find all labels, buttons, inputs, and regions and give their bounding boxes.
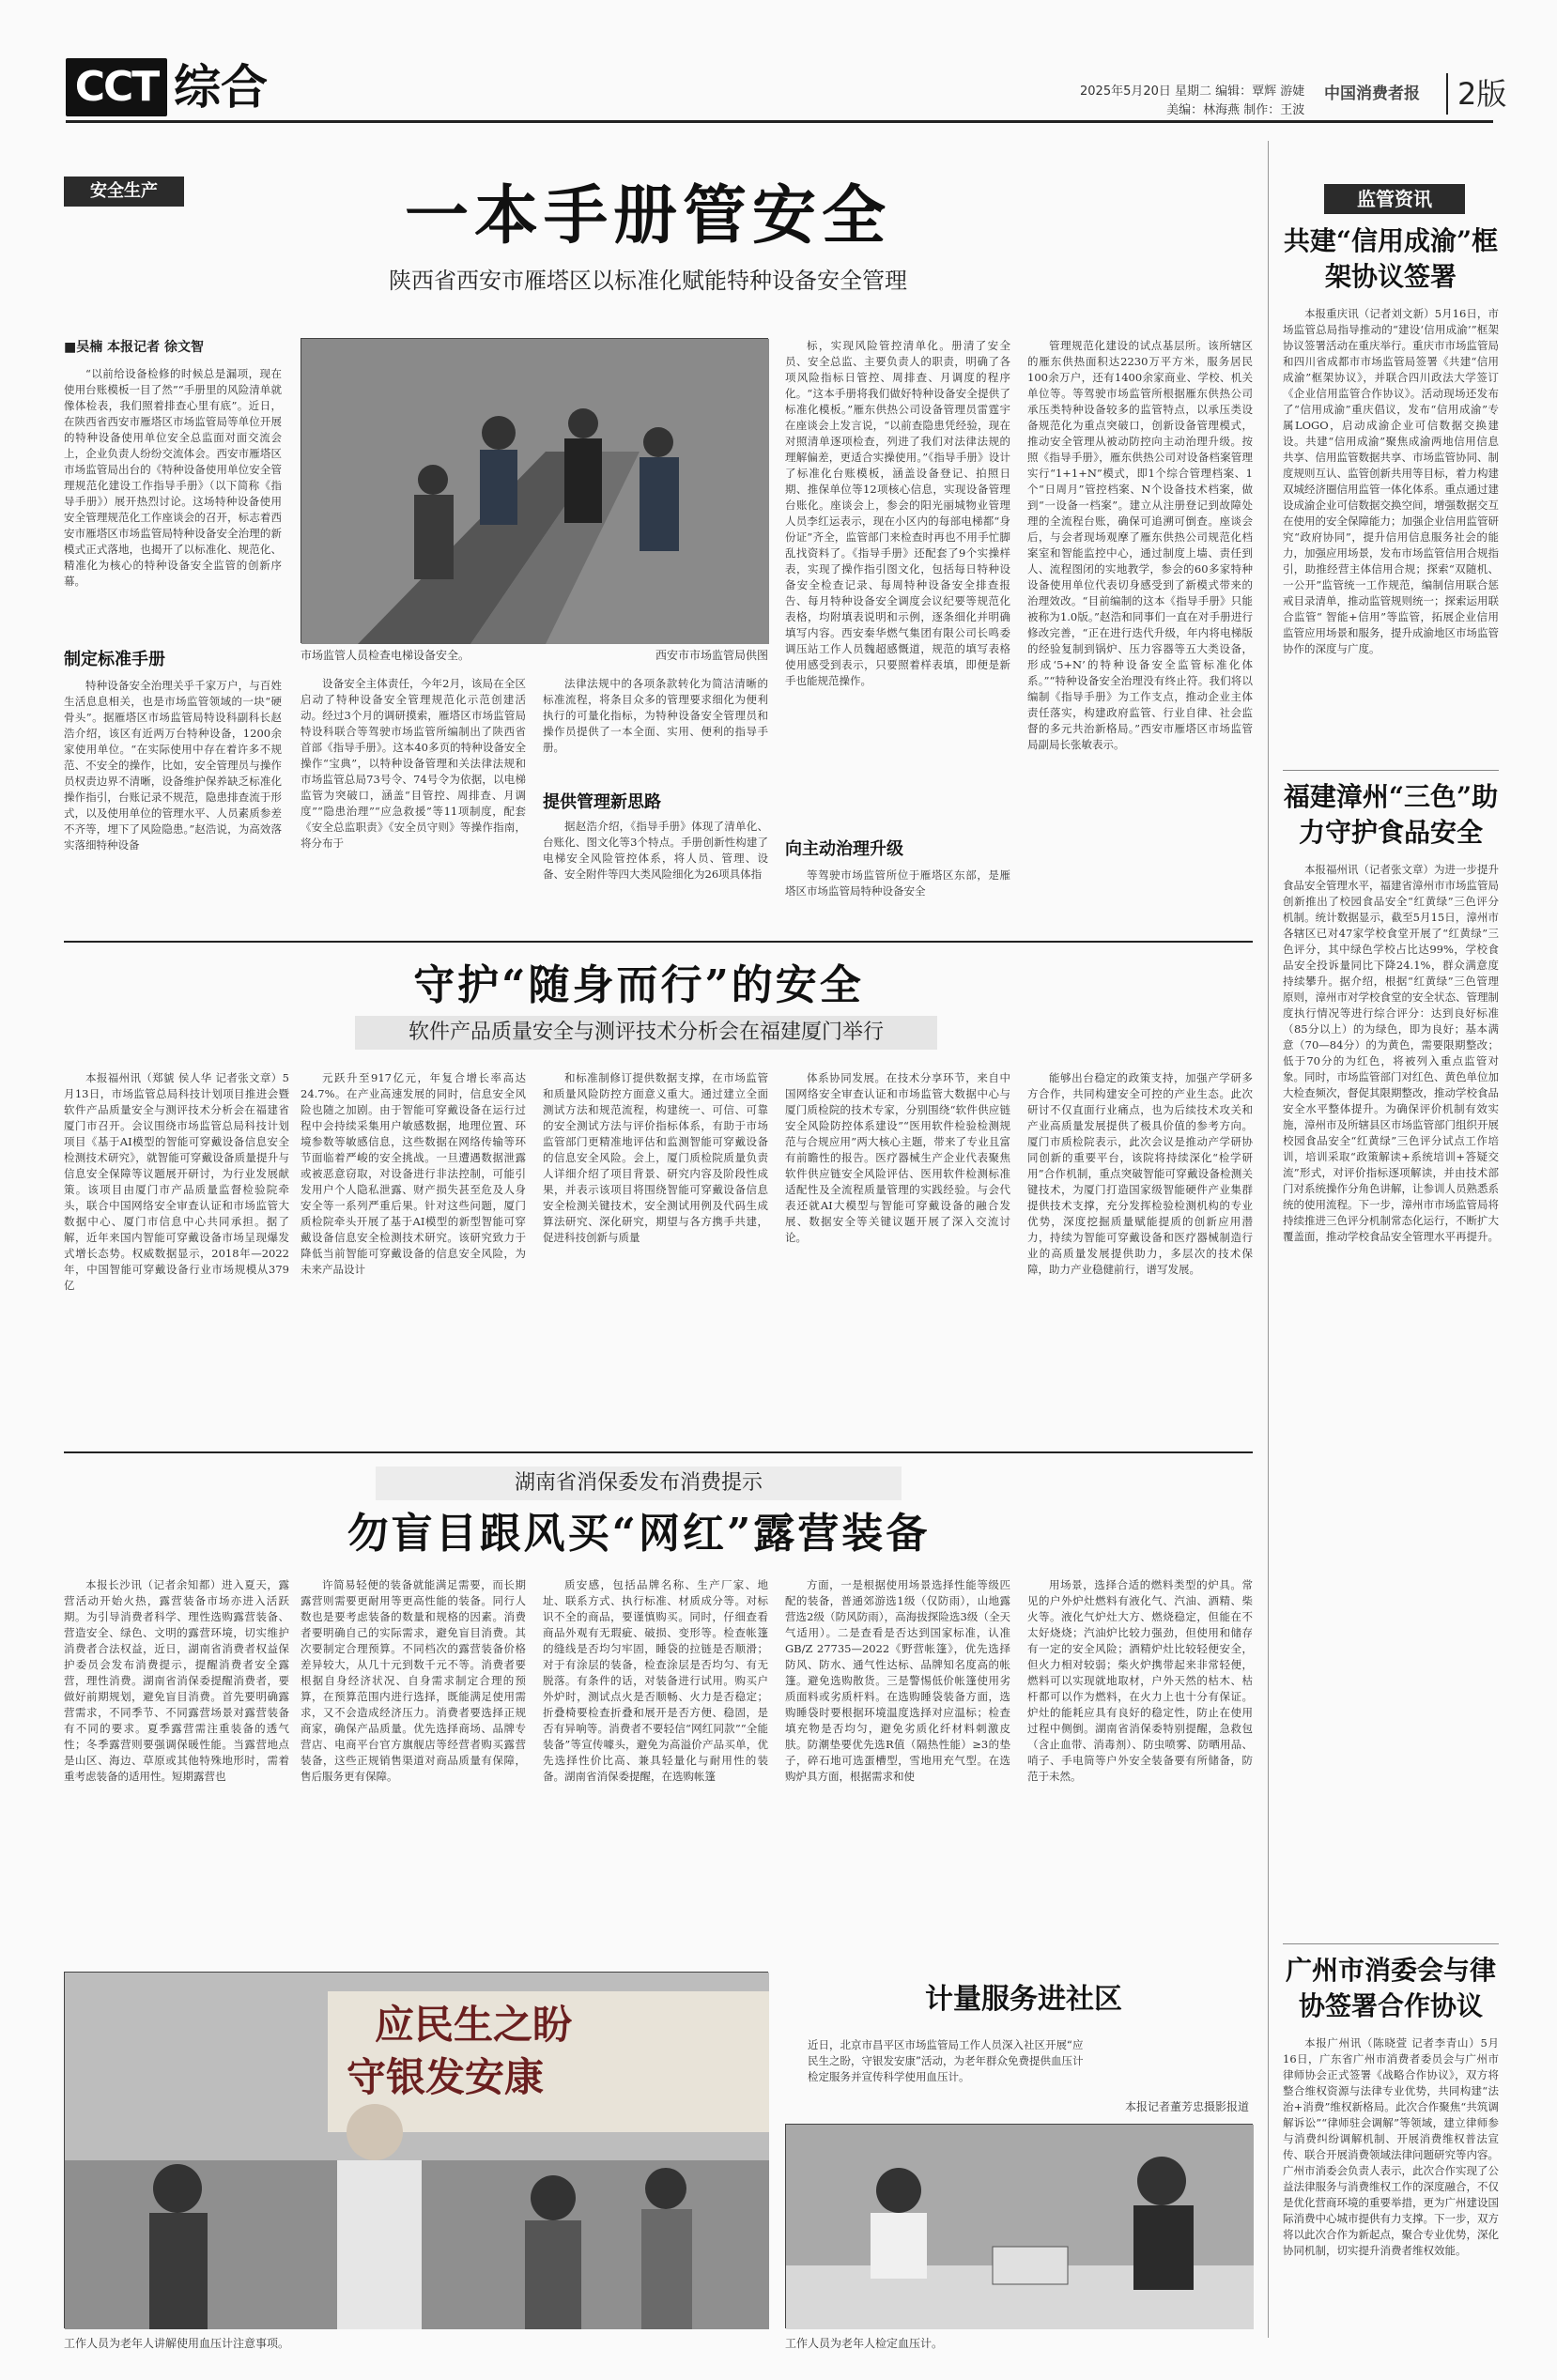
article-col: 和标准制修订提供数据支撑，在市场监管和质量风险防控方面意义重大。通过建立全面测试方法和规范流程，构建统一、可信、可靠的安全测试方法与评价指标体系，有助于市场监管部门更精准地评估和监测智能可穿戴设备的信息安全风险。会上，厦门质检院质量负责人详细介绍了项目背景、研究内容及阶段性成果，并表示该项目将围绕智能可穿戴设备信息安全检测关键技术，安全测试用例及代码生成算法研究、深化研究，期望与各方携手共建，促进科技创新与质量 (543, 1071, 768, 1244)
sidebar-title: 共建“信用成渝”框架协议签署 (1283, 225, 1499, 292)
headline: 一本手册管安全 (404, 178, 891, 253)
photo-caption: 工作人员为老年人讲解使用血压计注意事项。 (64, 2337, 290, 2350)
byline: ■吴楠 本报记者 徐文智 (64, 340, 204, 355)
photo-story-caption: 近日，北京市昌平区市场监管局工作人员深入社区开展“应民生之盼，守银发安康”活动，为老年群众免费提供血压计检定服务并宣传科学使用血压计。 (808, 2038, 1084, 2083)
divider (64, 941, 1253, 943)
article-col: “以前给设备检修的时候总是漏项，现在使用台账模板一目了然”“手册里的风险清单就像体检表，我们照着排查心里有底”。近日，在陕西省西安市雁塔区市场监管局等单位开展的特种设备使用单位安全总监面对面交流会上，企业负责人纷纷交流体会。西安市雁塔区市场监管局出台的《特种设备使用单位安全管理规范化建设工作指导手册》（以下简称《指导手册》）展开热烈讨论。这场特种设备使用安全管理规范化工作座谈会的召开，标志着西安市雁塔区市场监管局特种设备安全治理的新模式正式落地，也揭开了以标准化、规范化、精准化为核心的特种设备安全监管的创新序幕。 (64, 367, 282, 588)
elevator-inspection-photo (301, 338, 768, 643)
staff-line: 美编：林海燕 制作：王波 (1166, 103, 1305, 117)
divider (64, 1451, 1253, 1453)
logo: CCT (66, 58, 167, 116)
sidebar-tag: 监管资讯 (1324, 184, 1465, 214)
article-col: 质安感，包括品牌名称、生产厂家、地址、联系方式、执行标准、材质成分等。对标识不全的商品，要谨慎购买。同时，仔细查看商品外观有无瑕疵、破损、变形等。检查帐篷的缝线是否均匀牢固，睡袋的拉链是否顺滑；对于有涂层的装备，检查涂层是否均匀、有无脱落。有条件的话，对装备进行试用。购买户外炉时，测试点火是否顺畅、火力是否稳定；折叠椅要检查折叠和展开是否方便、稳固，是否有异响等。消费者不要轻信“网红同款”“全能装备”等宣传噱头，避免为高溢价产品买单，优先选择性价比高、兼具轻量化与耐用性的装备。湖南省消保委提醒，在选购帐篷 (543, 1578, 768, 1783)
article-col: 许简易轻便的装备就能满足需要，而长期露营则需要更耐用等更高性能的装备。同行人数也是要考虑装备的数量和规格的因素。消费者要明确自己的实际需求，避免盲目消费。其次要制定合理预算。不同档次的露营装备价格差异较大，从几十元到数千元不等。消费者要根据自身经济状况、自身需求制定合理的预算，在预算范围内进行选择，既能满足使用需求，又不会造成经济压力。消费者要选择正规商家，确保产品质量。优先选择商场、品牌专营店、电商平台官方旗舰店等经营者购买露营装备，这些正规销售渠道对商品质量有保障，售后服务更有保障。 (301, 1578, 526, 1783)
sidebar-title: 福建漳州“三色”助力守护食品安全 (1283, 781, 1499, 848)
section-title: 综合 (174, 60, 268, 115)
column-tag: 安全生产 (64, 177, 184, 207)
photo-credit: 本报记者董芳忠摄影报道 (1124, 2100, 1249, 2113)
photo-credit: 西安市市场监管局供图 (655, 649, 768, 662)
subheadline: 软件产品质量安全与测评技术分析会在福建厦门举行 (355, 1016, 937, 1050)
photo-caption: 市场监管人员检查电梯设备安全。 (301, 649, 470, 662)
masthead (0, 0, 1557, 141)
page-number: 2版 (1446, 73, 1506, 115)
divider (1283, 1943, 1499, 1944)
calibration-photo (785, 2124, 1253, 2328)
header-rule (66, 120, 1493, 123)
article-col: 能够出台稳定的政策支持，加强产学研多方合作，共同构建安全可控的产业生态。此次研讨不仅直面行业痛点，也为后续技术攻关和产业高质量发展提供了极具价值的参考方向。厦门市质检院表示，此次会议是推动产学研协同创新的重要平台，该院将持续深化“检学研用”合作机制，重点突破智能可穿戴设备检测关键技术，为厦门打造国家级智能硬件产业集群提供技术支撑，充分发挥检验检测机构的专业优势，深度挖掘质量赋能提质的创新应用潜力，持续为智能可穿戴设备和医疗器械制造行业的高质量发展提供助力，多层次的技术保障，助力产业稳健前行，谱写发展。 (1027, 1071, 1253, 1276)
event-banner-text: 守银发安康 (347, 2054, 545, 2100)
article-col: 本报福州讯（郑䝞 侯人华 记者张文章）5月13日，市场监管总局科技计划项目推进会暨软件产品质量安全与测评技术分析会在福建省厦门市召开。会议围绕市场监管总局科技计划项目《基于AI模型的智能可穿戴设备信息安全检测技术研究》，就智能可穿戴设备质量提升与信息安全保障等议题展开研讨，为行业发展献策。该项目由厦门市产品质量监督检验院牵头，联合中国网络安全审查认证和市场监管大数据中心、厦门市信息中心共同承担。据了解，近年来国内智能可穿戴设备市场呈现爆发式增长态势。权威数据显示，2018年—2022年，中国智能可穿戴设备行业市场规模从379亿 (64, 1071, 289, 1292)
sidebar-article: 本报广州讯（陈晓萱 记者李青山）5月16日，广东省广州市消费者委员会与广州市律师协会正式签署《战略合作协议》，双方将整合维权资源与法律专业优势，共同构建“法治+消费”维权新格局。此次合作聚焦“共筑调解诉讼”“律师驻会调解”等领域，建立律师参与消费纠纷调解机制、开展消费维权普法宣传、联合开展消费领域法律问题研究等内容。广州市消委会负责人表示，此次合作实现了公益法律服务与消费维权工作的深度融合，不仅是优化营商环境的重要举措，更为广州建设国际消费中心城市提供有力支撑。下一步，双方将以此次合作为新起点，聚合专业优势，深化协同机制，切实提升消费者维权效能。 (1283, 2036, 1499, 2257)
article-col: 据赵浩介绍，《指导手册》体现了清单化、台账化、图文化等3个特点。手册创新性构建了电梯安全风险管控体系，将人员、管理、设备、安全附件等四大类风险细化为26项具体指 (543, 820, 768, 881)
sidebar-article: 本报福州讯（记者张文章）为进一步提升食品安全管理水平，福建省漳州市市场监管局创新推出了校园食品安全“红黄绿”三色评分机制。统计数据显示，截至5月15日，漳州市各辖区已对47家学校食堂开展了“红黄绿”三色评分，其中绿色学校占比达99%，学校食品安全投诉量同比下降24.1%，群众满意度持续攀升。据介绍，根据“红黄绿”三色管理原则，漳州市对学校食堂的安全状态、管理制度执行情况等进行综合评分：达到良好标准（85分以上）的为绿色，即为良好；基本满意（70—84分）的为黄色，需要限期整改；低于70分的为红色，将被列入重点监管对象。同时，市场监管部门对红色、黄色单位加大检查频次，督促其限期整改，推动学校食品安全水平整体提升。为确保评价机制有效实施，漳州市及所辖县区市场监管部门组织开展校园食品安全“红黄绿”三色评分试点工作培训，培训采取“政策解读+系统培训+答疑交流”形式，对评价指标逐项解读，并由技术部门对系统操作分角色讲解，让参训人员熟悉系统的使用流程。下一步，漳州市市场监管局将持续推进三色评分机制常态化运行，不断扩大覆盖面，推动学校食品安全管理水平再提升。 (1283, 863, 1499, 1243)
article-col: 元跃升至917亿元，年复合增长率高达24.7%。在产业高速发展的同时，信息安全风险也随之加剧。由于智能可穿戴设备在运行过程中会持续采集用户敏感数据，地理位置、环境参数等敏感信息，这些数据在网络传输等环节面临着严峻的安全挑战。一旦遭遇数据泄露或被恶意窃取，对设备进行非法控制，可能引发用户个人隐私泄露、财产损失甚至危及人身安全等一系列严重后果。针对这些问题，厦门质检院牵头开展了基于AI模型的新型智能可穿戴设备信息安全检测技术研究。该研究致力于降低当前智能可穿戴设备的信息安全风险，为未来产品设计 (301, 1071, 526, 1276)
date-line: 2025年5月20日 星期二 编辑：覃辉 游婕 (1080, 84, 1305, 99)
photo-illustration (786, 2125, 1254, 2329)
article-col: 管理规范化建设的试点基层所。该所辖区的雁东供热面积达2230万平方米，服务居民100余万户，还有1400余家商业、学校、机关单位等。等驾驶市场监管所根据雁东供热公司承压类特种设备较多的监管特点，以承压类设备规范化为重点突破口，创新设备管理模式，推动安全管理从被动防控向主动治理升级。按照《指导手册》，雁东供热公司对设备档案管理实行“1+1+N”模式，即1个综合管理档案、1个“日周月”管控档案、N个设备技术档案，做到“一设备一档案”。建立从注册登记到故障处理的全流程台账，确保可追溯可倒查。座谈会后，与会者现场观摩了雁东供热公司规范化档案室和智能监控中心，通过制度上墙、责任到人、流程图闭的实地教学，参会的60多家特种设备使用单位代表切身感受到了新模式带来的治理效改。“目前编制的这本《指导手册》只能被称为1.0版。”赵浩和同事们一直在对手册进行修改完善，“正在进行迭代升级，年内将电梯版的经验复制到锅炉、压力容器等五大类设备，形成‘5+N’的特种设备安全监管标准化体系。”“特种设备安全治理没有终止符。我们将以编制《指导手册》为工作支点，推动企业主体责任落实，构建政府监管、行业自律、社会监督的多元共治新格局。”西安市雁塔区市场监管局副局长张敏表示。 (1027, 339, 1253, 751)
section-heading: 提供管理新思路 (543, 792, 661, 812)
headline: 勿盲目跟风买“网红”露营装备 (347, 1510, 931, 1558)
paper-name: 中国消费者报 (1324, 84, 1420, 103)
article-col: 本报长沙讯（记者余知都）进入夏天，露营活动开始火热，露营装备市场亦进入活跃期。为引导消费者科学、理性选购露营装备、营造安全、绿色、文明的露营环境，切实维护消费者合法权益，近日，湖南省消费者权益保护委员会发布消费提示，提醒消费者安全露营，理性消费。湖南省消保委提醒消费者，要做好前期规划，避免盲目消费。首先要明确露营需求，不同季节、不同露营场景对露营装备有不同的要求。夏季露营需注重装备的透气性；冬季露营则要强调保暖性能。当露营地点是山区、海边、草原或其他特殊地形时，需着重考虑装备的适用性。短期露营也 (64, 1578, 289, 1783)
section-heading: 制定标准手册 (64, 650, 165, 669)
date-editor-line (1080, 83, 1304, 120)
photo-illustration (301, 339, 769, 644)
article-col: 法律法规中的各项条款转化为简洁清晰的标准流程，将条目众多的管理要求细化为便利执行的可量化指标，为特种设备安全管理员和操作员提供了一本全面、实用、便利的指导手册。 (543, 677, 768, 754)
article-col: 标，实现风险管控清单化。册清了安全员、安全总监、主要负责人的职责，明确了各项风险指标日管控、周排查、月调度的程序化。“这本手册将我们做好特种设备安全提供了标准化模板。”雁东供热公司设备管理员雷霆宇在座谈会上发言说，“以前查隐患凭经验，现在对照清单逐项检查，列进了我们对法律法规的理解偏差，更适合实操使用。”《指导手册》设计了标准化台账模板，涵盖设备登记、拍照日期、推保单位等12项核心信息，实现设备管理台账化。座谈会上，参会的阳光丽城物业管理人员李红运表示，现在小区内的每部电梯都“身份证”齐全，监管部门来检查时再也不用手忙脚乱找资料了。《指导手册》还配套了9个实操样表，实现了操作指引图文化，包括每日特种设备安全检查记录、每周特种设备安全排查报告、每月特种设备安全调度会议纪要等规范化表格，均附填表说明和示例，逐条细化并明确填写内容。西安秦华燃气集团有限公司长鸣委调压站工作人员魏超感慨道，规范的填写表格使用感受到表示，只要照着样表填，即便是新手也能规范操作。 (785, 339, 1010, 687)
section-heading: 向主动治理升级 (785, 839, 903, 859)
sidebar-divider (1268, 141, 1269, 2338)
event-banner-text: 应民生之盼 (375, 2002, 573, 2048)
article-col: 等驾驶市场监管所位于雁塔区东部，是雁塔区市场监管局特种设备安全 (785, 868, 1010, 898)
community-service-photo (64, 1972, 768, 2328)
sidebar-title: 广州市消委会与律协签署合作协议 (1285, 1955, 1496, 2021)
article-col: 设备安全主体责任，今年2月，该局在全区启动了特种设备安全管理规范化示范创建活动。经过3个月的调研摸索，雁塔区市场监管局特设科联合等驾驶市场监管所编制出了陕西省首部《指导手册》。这本40多页的特种设备安全操作“宝典”，以特种设备管理和关法律法规和市场监管总局73号令、74号令为依据，以电梯监管为突破口，涵盖“目管控、周排查、月调度”“隐患治理”“应急救援”等11项制度，配套《安全总监职责》《安全员守则》等操作指南，将分布于 (301, 677, 526, 850)
subheadline: 陕西省西安市雁塔区以标准化赋能特种设备安全管理 (389, 268, 907, 294)
article-col: 方面，一是根据使用场景选择性能等级匹配的装备，普通郊游选1级（仅防雨），山地露营选2级（防风防雨），高海拔探险选3级（全天气适用）。二是查看是否达到国家标准，认准GB/Z 27735—2022《野营帐篷》，优先选择防风、防水、通气性达标、品牌知名度高的帐篷。避免选购散货。三是警惕低价帐篷使用劣质面料或劣质杆料。在选购睡袋装备方面，选购睡袋时要根据环境温度选择对应温标；检查填充物是否均匀，避免劣质化纤材料刺激皮肤。防潮垫要优先选R值（隔热性能）≥3的垫子，碎石地可选蛋槽型，雪地用充气型。在选购炉具方面，根据需求和使 (785, 1578, 1010, 1783)
photo-caption: 工作人员为老年人检定血压计。 (785, 2337, 944, 2350)
photo-story-title: 计量服务进社区 (925, 1983, 1122, 2016)
divider (1283, 770, 1499, 771)
article-col: 用场景，选择合适的燃料类型的炉具。常见的户外炉灶燃料有液化气、汽油、酒精、柴火等。液化气炉灶大方、燃烧稳定，但能在不太好烧烧；汽油炉比较力强劲，但使用和储存有一定的安全风险；酒精炉灶比较轻便安全，但火力相对较弱；柴火炉携带起来非常轻便，燃料可以实现就地取材，户外天然的枯木、枯杆都可以作为燃料，在火力上也十分有保证。炉灶的能耗应具有良好的稳定性，防止在使用过程中侧倒。湖南省消保委特别提醒，急救包（含止血带、消毒剂）、防虫喷雾、防晒用品、哨子、手电筒等户外安全装备要有所储备，防范于未然。 (1027, 1578, 1253, 1783)
sidebar-article: 本报重庆讯（记者刘文新）5月16日，市场监管总局指导推动的“建设‘信用成渝’”框架协议签署活动在重庆举行。重庆市市场监管局和四川省成都市市场监管局签署《共建“信用成渝”框架协议》，并联合四川政法大学签订《企业信用监管合作协议》。活动现场还发布了“信用成渝”重庆倡议，发布“信用成渝”专属LOGO，启动成渝企业可信数据交换建设。共建“信用成渝”聚焦成渝两地信用信息共享、信用监管数据共享、市场监管协同、制度规则互认、监管创新共用等目标，着力构建双城经济圈信用监管一体化体系。重点通过建设成渝企业可信数据交换空间，增强数据交互在使用的安全保障能力；加强企业信用监管研究“政府协同”，提升信用信息服务社会的能力，加强应用场景，发布市场监管信用合规指引，助推经营主体信用合规；探索“双随机、一公开”监管统一工作规范，编制信用联合惩戒目录清单，推动监管规则统一；探索运用联合监管“ 智能+信用”等监管，拓展企业信用监管应用场景和服务，提升成渝地区市场监管协作的深度与广度。 (1283, 307, 1499, 655)
article-col: 体系协同发展。在技术分享环节，来自中国网络安全审查认证和市场监管大数据中心与厦门质检院的技术专家，分别围绕“软件供应链安全风险防控体系建设”“医用软件检验检测规范与合规应用”两大核心主题，带来了专业且富有前瞻性的报告。医疗器械生产企业代表聚焦软件供应链安全风险评估、医用软件检测标准适配性及全流程质量管理的实践经验。与会代表还就AI大模型与智能可穿戴设备的融合发展、数据安全等关键议题开展了深入交流讨论。 (785, 1071, 1010, 1244)
headline: 守护“随身而行”的安全 (413, 961, 864, 1009)
banner: 湖南省消保委发布消费提示 (376, 1466, 902, 1500)
article-col: 特种设备安全治理关乎千家万户，与百姓生活息息相关，也是市场监管领域的一块“硬骨头”。据雁塔区市场监管局特设科副科长赵浩介绍，该区有近两万台特种设备，1200余家使用单位。“在实际使用中存在着许多不规范、不安全的操作，比如，安全管理员与操作员权责边界不清晰，设备维护保养缺乏标准化操作指引，台账记录不规范，隐患排查流于形式，以及使用单位的管理水平、人员素质参差不齐等，埋下了风险隐患。”赵浩说，为高效落实落细特种设备 (64, 679, 282, 852)
